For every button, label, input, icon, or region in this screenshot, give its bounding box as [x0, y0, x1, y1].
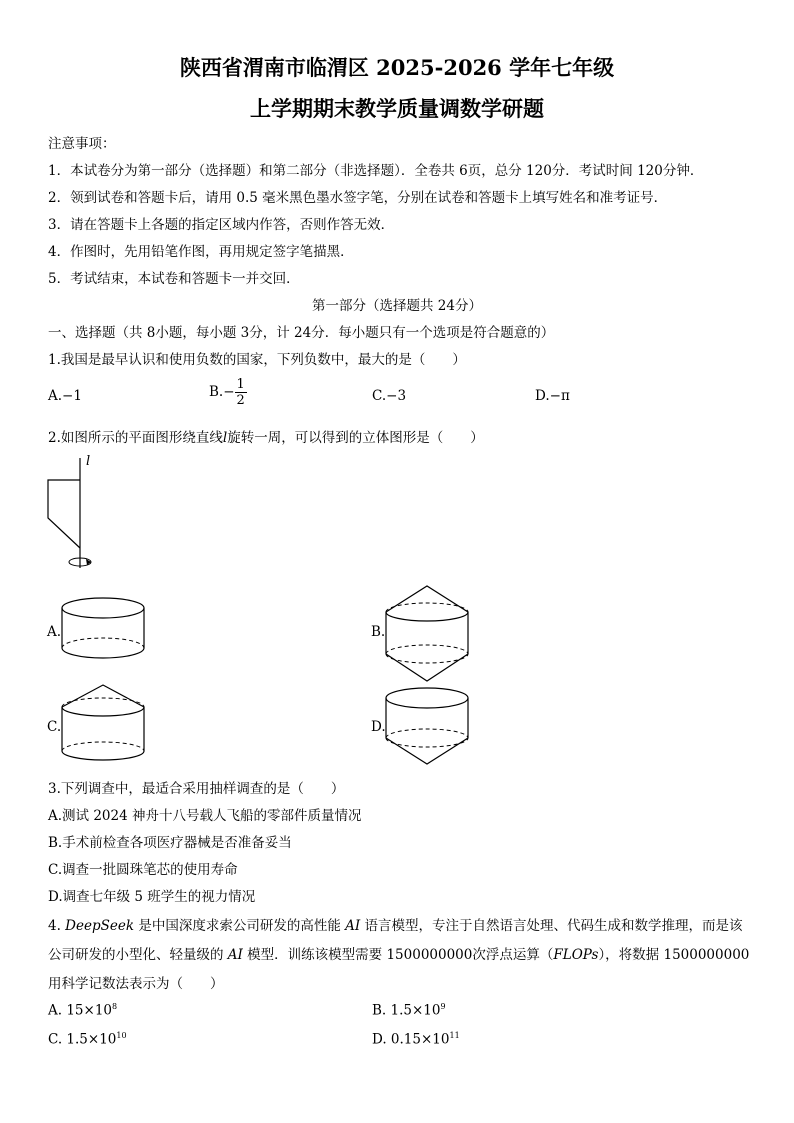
q3-option-b: B.手术前检查各项医疗器械是否准备妥当: [48, 835, 292, 851]
q1-b-numerator: 1: [236, 377, 245, 392]
q4-line-1: [48, 914, 743, 934]
q4-deepseek: DeepSeek: [65, 918, 135, 934]
q4-d-exp: 11: [449, 1031, 460, 1040]
q4-d-base: D. 0.15×10: [372, 1031, 450, 1048]
note-item-4: 4．作图时，先用铅笔作图，再用规定签字笔描黑．: [48, 244, 354, 260]
q4-ai-1: AI: [345, 918, 361, 934]
notes-heading: 注意事项：: [48, 136, 116, 152]
q2-stem-post: 旋转一周，可以得到的立体图形是（ ）: [227, 430, 484, 446]
q4-ai-2: AI: [227, 947, 243, 963]
q4-text-3: 公司研发的小型化、轻量级的: [48, 947, 228, 963]
q4-num: 4.: [48, 918, 66, 934]
q4-a-base: A. 15×10: [48, 1002, 112, 1019]
q3-option-a: A.测试 2024 神舟十八号载人飞船的零部件质量情况: [48, 808, 362, 824]
q1-stem: 1.我国是最早认识和使用负数的国家，下列负数中，最大的是（ ）: [48, 352, 466, 368]
q4-option-b: [372, 1002, 446, 1019]
note-item-3: 3．请在答题卡上各题的指定区域内作答，否则作答无效．: [48, 217, 395, 233]
q1-option-b-fraction: [235, 377, 247, 408]
q2-option-b-label: B.: [371, 624, 386, 640]
q2-stem: [48, 426, 484, 446]
q4-b-exp: 9: [440, 1002, 446, 1011]
q2-stem-pre: 2.如图所示的平面图形绕直线: [48, 430, 223, 446]
axis-label-l: l: [86, 454, 91, 469]
q2-option-c-label: C.: [47, 719, 62, 735]
cone-cylinder-figure: [60, 683, 146, 767]
q4-c-base: C. 1.5×10: [48, 1031, 117, 1048]
double-cone-cylinder-figure: [384, 584, 470, 684]
q1-option-b-prefix: B.−: [209, 384, 235, 400]
title-line-2: 上学期期末教学质量调数学研题: [250, 96, 544, 121]
q1-option-b: [209, 377, 247, 408]
q3-option-d: D.调查七年级 5 班学生的视力情况: [48, 889, 256, 905]
q4-text-1: 是中国深度求索公司研发的高性能: [134, 918, 346, 934]
note-item-5: 5．考试结束，本试卷和答题卡一并交回．: [48, 271, 300, 287]
q4-c-exp: 10: [116, 1031, 127, 1040]
note-item-2: 2．领到试卷和答题卡后，请用 0.5 毫米黑色墨水签字笔，分别在试卷和答题卡上填写姓名和准考证号．: [48, 190, 668, 206]
q1-option-d: D.−π: [535, 388, 570, 404]
q4-option-c: [48, 1031, 127, 1048]
q4-line-3: 用科学记数法表示为（ ）: [48, 976, 224, 992]
q1-option-a: A.−1: [48, 388, 82, 404]
title-line-1: 陕西省渭南市临渭区 2025-2026 学年七年级: [179, 55, 615, 80]
q4-a-exp: 8: [112, 1002, 118, 1011]
q1-option-c: C.−3: [372, 388, 407, 404]
q2-stem-var: l: [222, 430, 228, 446]
q2-option-d-label: D.: [371, 719, 386, 735]
cylinder-cone-bottom-figure: [384, 686, 470, 772]
part1-heading: 第一部分（选择题共 24分）: [312, 298, 482, 314]
q4-text-2: 语言模型，专注于自然语言处理、代码生成和数学推理，而是该: [360, 918, 743, 934]
q2-option-a-label: A.: [47, 624, 62, 640]
q1-b-denominator: 2: [236, 393, 245, 408]
q4-b-base: B. 1.5×10: [372, 1002, 441, 1019]
q4-option-d: [372, 1031, 460, 1048]
q4-line-2: [48, 943, 749, 963]
note-item-1: 1．本试卷分为第一部分（选择题）和第二部分（非选择题）．全卷共 6页，总分 120分．考试时间 120分钟．: [48, 163, 704, 179]
q4-flops: FLOPs: [553, 947, 599, 963]
q4-option-a: [48, 1002, 117, 1019]
q4-text-5: ），将数据 1500000000: [598, 947, 750, 963]
q3-option-c: C.调查一批圆珠笔芯的使用寿命: [48, 862, 238, 878]
plane-figure-diagram: [40, 450, 120, 580]
part1-instruction: 一、选择题（共 8小题，每小题 3分，计 24分．每小题只有一个选项是符合题意的）: [48, 325, 555, 341]
cylinder-figure: [60, 596, 146, 662]
q4-text-4: 模型．训练该模型需要 1500000000次浮点运算（: [242, 947, 554, 963]
q3-stem: 3.下列调查中，最适合采用抽样调查的是（ ）: [48, 781, 345, 797]
